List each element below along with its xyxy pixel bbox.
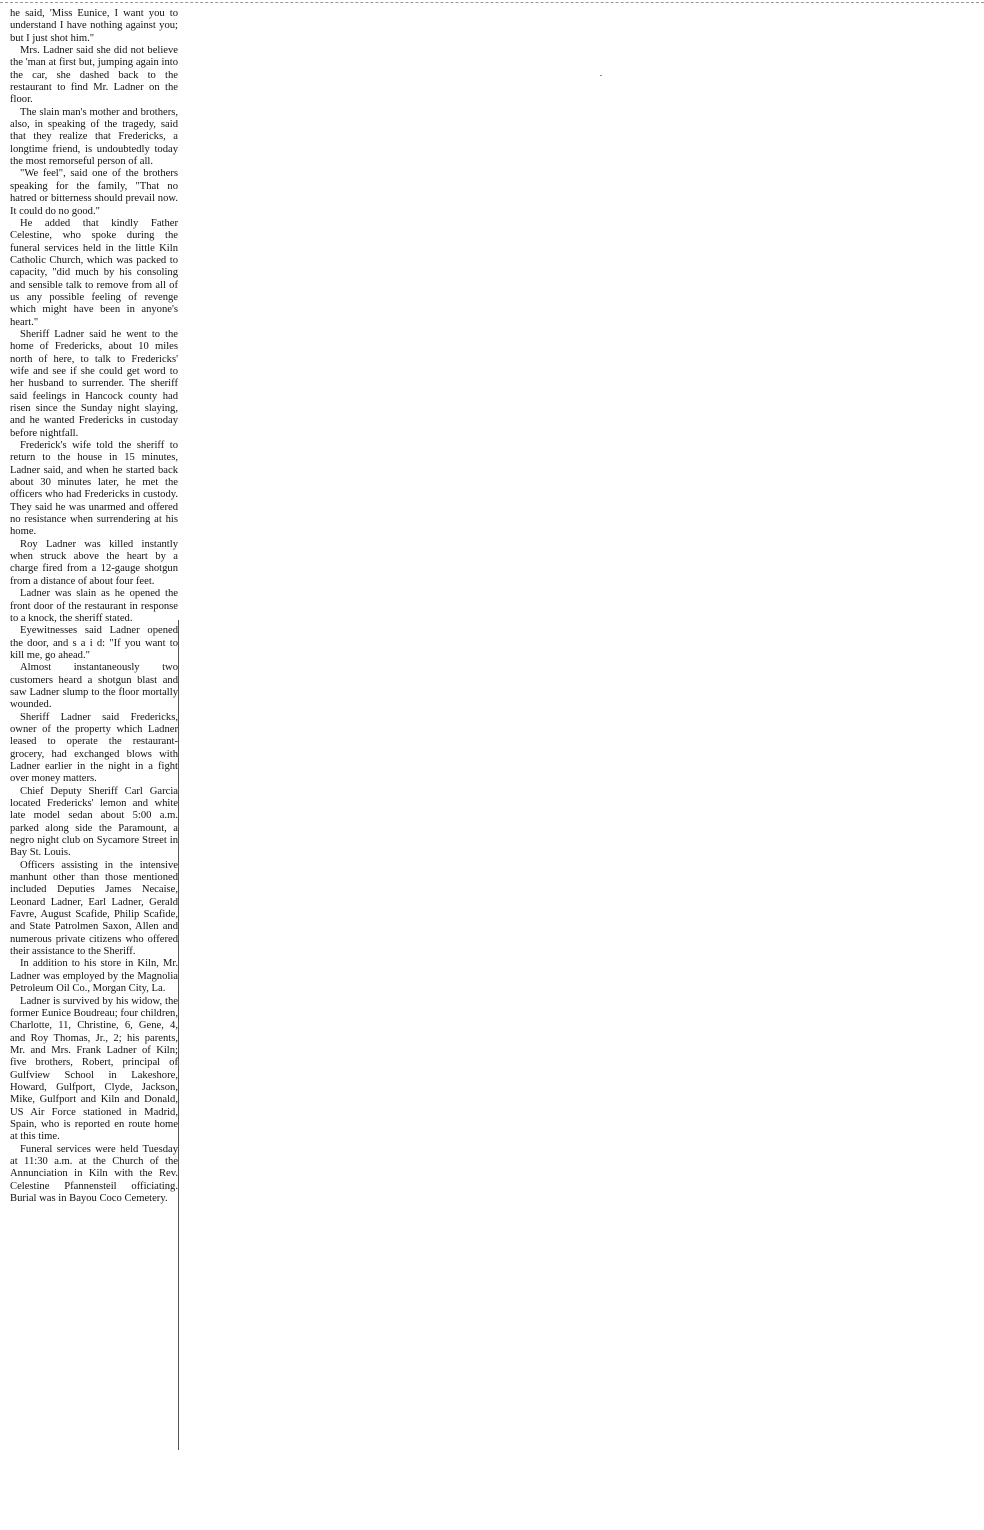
top-dashed-rule [0, 2, 984, 3]
article-paragraph: Sheriff Ladner said he went to the home of Fredericks, about 10 miles north of here, to talk to Fredericks' wife and see if she could get word to her husband to surrender. The sheriff said feelings in Hancock county had risen since the Sunday night slaying, and he wanted Fredericks in custoday before nightfall. [10, 328, 178, 439]
article-paragraph: Mrs. Ladner said she did not believe the 'man at first but, jumping again into the car, she dashed back to the restaurant to find Mr. Ladner on the floor. [10, 45, 178, 106]
article-paragraph: Ladner is survived by his widow, the former Eunice Boudreau; four children, Charlotte, 11, Christine, 6, Gene, 4, and Roy Thomas, Jr., 2; his parents, Mr. and Mrs. Frank Ladner of Kiln; five brothers, Robert, principal of Gulfview School in Lakeshore, Howard, Gulfport, Clyde, Jackson, Mike, Gulfport and Kiln and Donald, US Air Force stationed in Madrid, Spain, who is reported en route home at this time. [10, 995, 178, 1143]
article-paragraph: Sheriff Ladner said Fredericks, owner of the property which Ladner leased to operate the restaurant-grocery, had exchanged blows with Ladner earlier in the night in a fight over money matters. [10, 711, 178, 785]
article-paragraph: Funeral services were held Tuesday at 11:30 a.m. at the Church of the Annunciation in Kiln with the Rev. Celestine Pfannensteil officiating. Burial was in Bayou Coco Cemetery. [10, 1143, 178, 1204]
column-rule [178, 620, 179, 1450]
article-paragraph: Ladner was slain as he opened the front door of the restaurant in response to a knock, the sheriff stated. [10, 588, 178, 624]
article-paragraph: The slain man's mother and brothers, also, in speaking of the tragedy, said that they realize that Fredericks, a longtime friend, is undoubtedly today the most remorseful person of all. [10, 106, 178, 168]
article-paragraph: Frederick's wife told the sheriff to return to the house in 15 minutes, Ladner said, and when he started back about 30 minutes later, he met the officers who had Fredericks in custody. They said he was unarmed and offered no resistance when surrendering at his home. [10, 440, 178, 538]
article-paragraph: Officers assisting in the intensive manhunt other than those mentioned included Deputies James Necaise, Leonard Ladner, Earl Ladner, Gerald Favre, August Scafide, Philip Scafide, and State Patrolmen Saxon, Allen and numerous private citizens who offered their assistance to the Sheriff. [10, 859, 178, 958]
article-paragraph: Chief Deputy Sheriff Carl Garcia located Fredericks' lemon and white late model sedan about 5:00 a.m. parked along side the Paramount, a negro night club on Sycamore Street in Bay St. Louis. [10, 785, 178, 859]
article-paragraph: "We feel", said one of the brothers speaking for the family, "That no hatred or bitterness should prevail now. It could do no good." [10, 168, 178, 217]
scan-speck [600, 75, 602, 76]
article-paragraph: In addition to his store in Kiln, Mr. Ladner was employed by the Magnolia Petroleum Oil Co., Morgan City, La. [10, 958, 178, 995]
article-paragraph: Almost instantaneously two customers heard a shotgun blast and saw Ladner slump to the floor mortally wounded. [10, 662, 178, 711]
article-paragraph: Roy Ladner was killed instantly when struck above the heart by a charge fired from a 12-gauge shotgun from a distance of about four feet. [10, 538, 178, 587]
article-column [10, 8, 178, 1448]
article-paragraph: Eyewitnesses said Ladner opened the door, and s a i d: "If you want to kill me, go ahead." [10, 625, 178, 661]
article-paragraph: He added that kindly Father Celestine, who spoke during the funeral services held in the little Kiln Catholic Church, which was packed to capacity, "did much by his consoling and sensible talk to remove from all of us any possible feeling of revenge which might have been in anyone's heart." [10, 217, 178, 328]
article-paragraph: he said, 'Miss Eunice, I want you to understand I have nothing against you; but I just shot him." [10, 8, 178, 44]
